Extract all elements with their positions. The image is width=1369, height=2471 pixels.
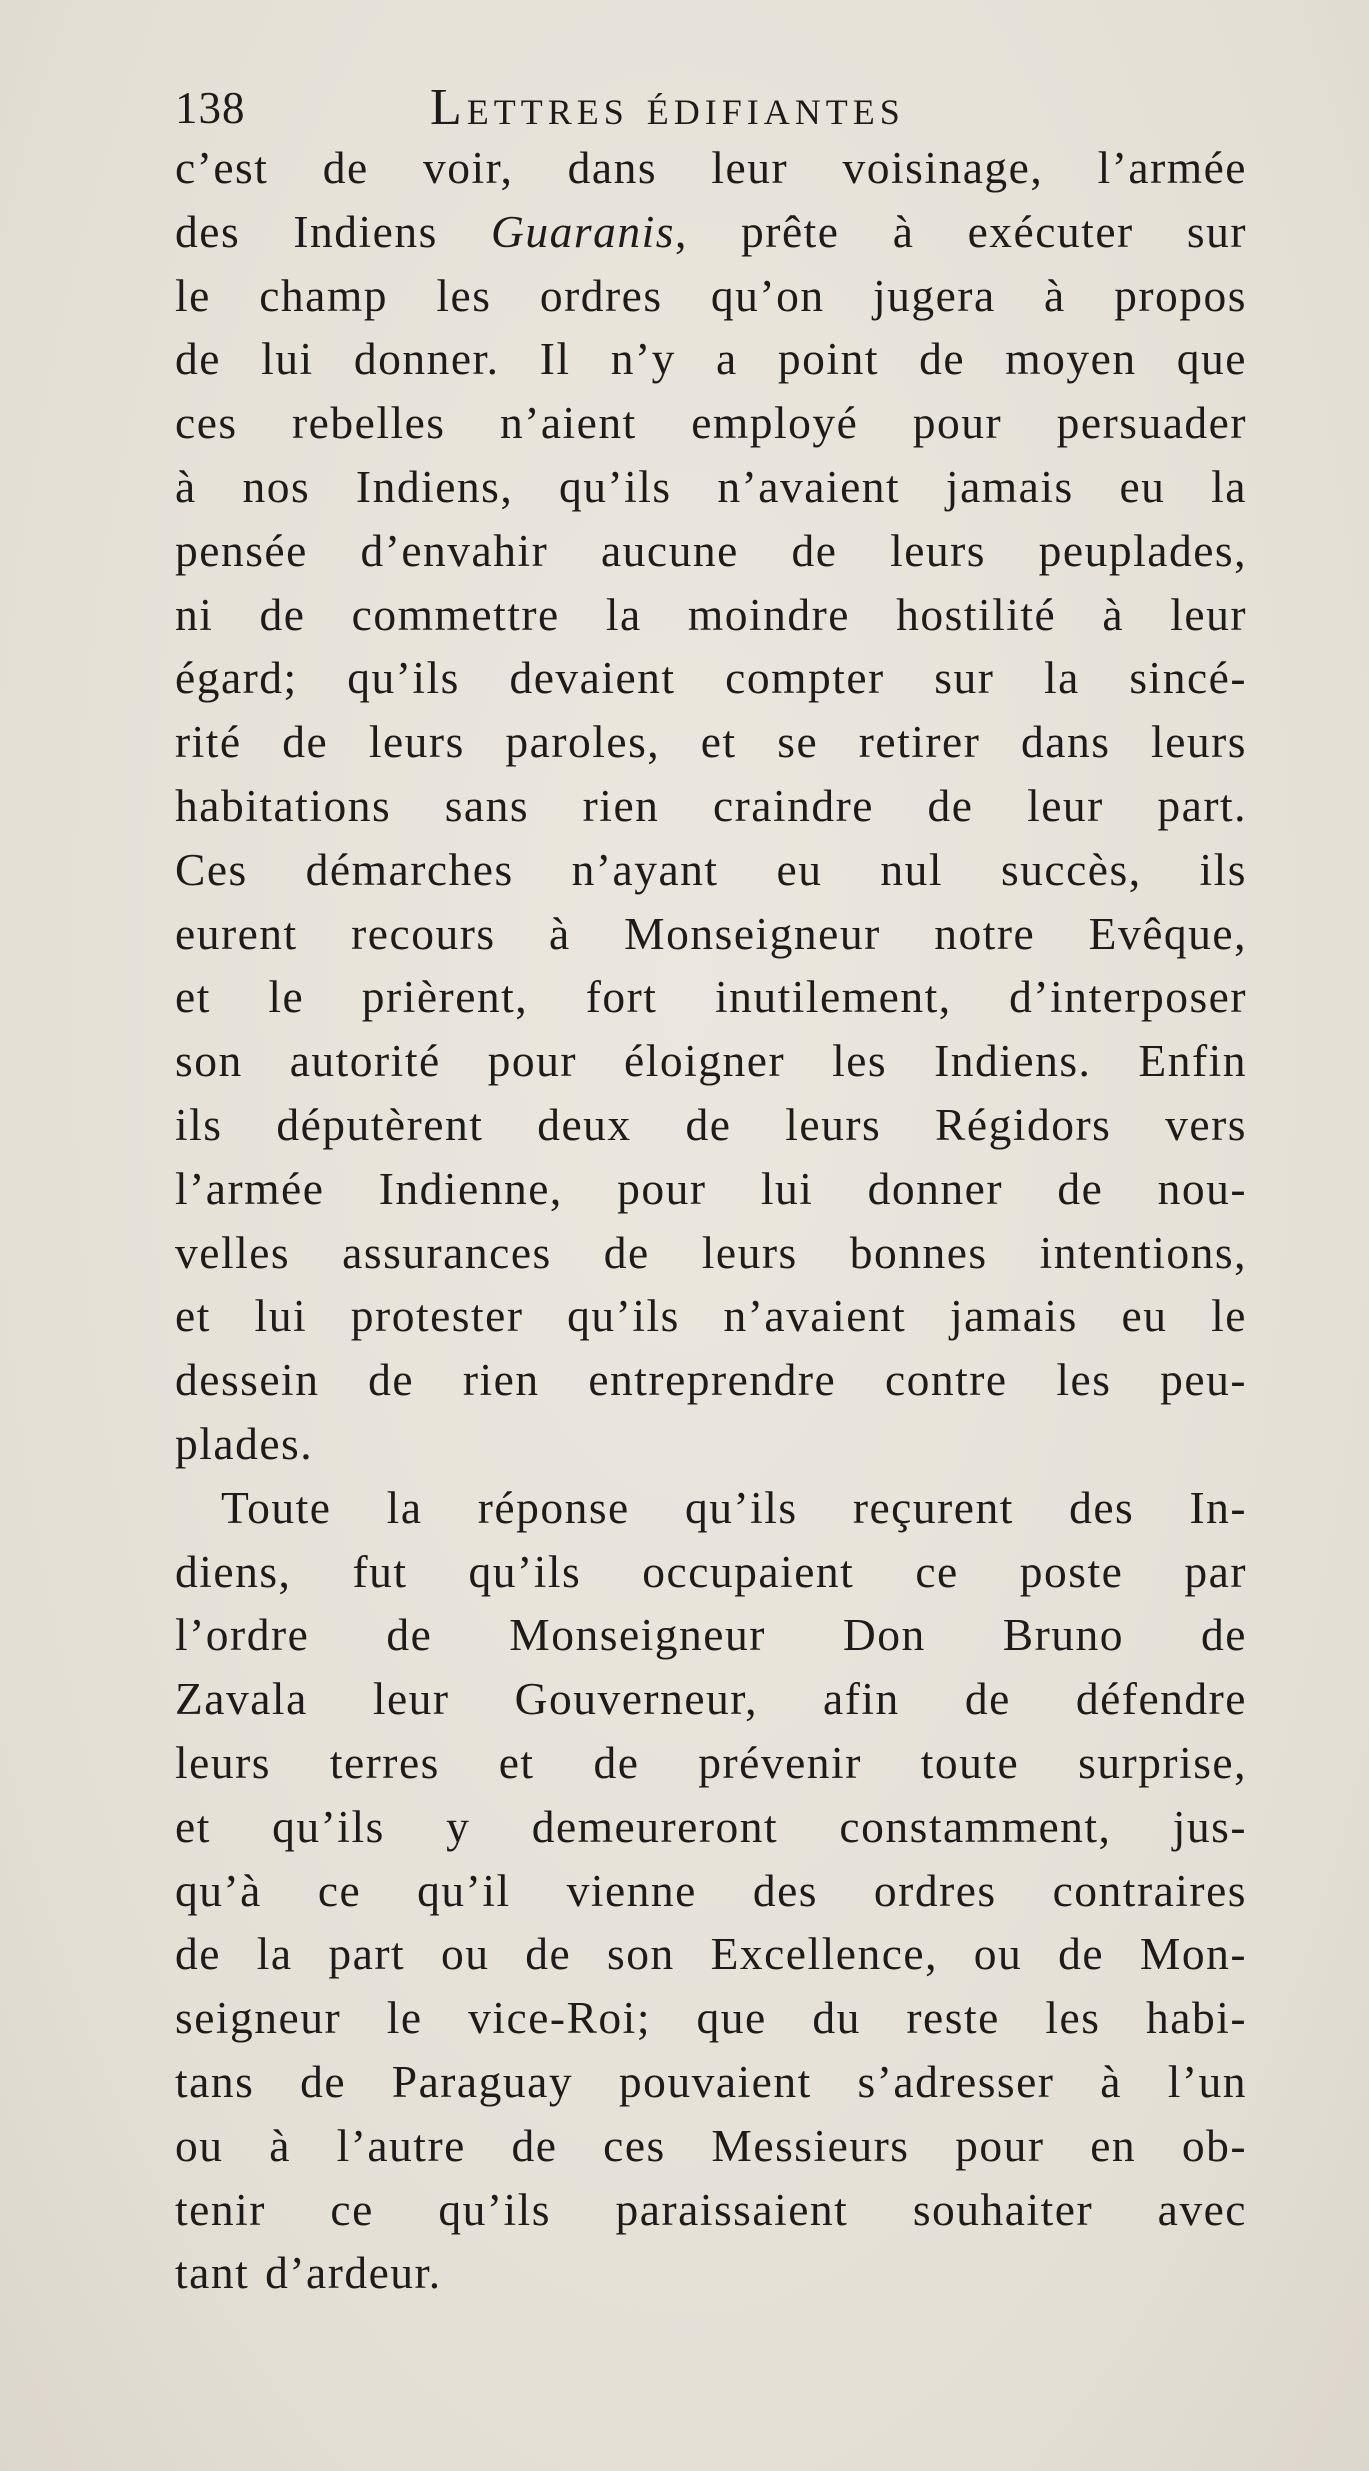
body-text — [175, 136, 1247, 2305]
page-header — [175, 78, 1185, 138]
text-line: ou à l’autre de ces Messieurs pour en ob- — [175, 2119, 1247, 2171]
text-line: Toute la réponse qu’ils reçurent des In- — [221, 1481, 1247, 1533]
text-line: tant d’ardeur. — [175, 2247, 442, 2299]
text-line: eurent recours à Monseigneur notre Evêque, — [175, 907, 1247, 959]
text-line: le champ les ordres qu’on jugera à propos — [175, 269, 1247, 321]
text-line: l’ordre de Monseigneur Don Bruno de — [175, 1609, 1247, 1661]
text-line: pensée d’envahir aucune de leurs peuplades, — [175, 524, 1247, 576]
text-line: de la part ou de son Excellence, ou de Mon- — [175, 1928, 1247, 1980]
text-line: et le prièrent, fort inutilement, d’interposer — [175, 971, 1247, 1023]
text-line: plades. — [175, 1417, 314, 1469]
text-line: tenir ce qu’ils paraissaient souhaiter avec — [175, 2183, 1247, 2235]
text-line: à nos Indiens, qu’ils n’avaient jamais eu la — [175, 460, 1247, 512]
text-line: Zavala leur Gouverneur, afin de défendre — [175, 1673, 1247, 1725]
text-line: égard; qu’ils devaient compter sur la sincé- — [175, 652, 1247, 704]
text-line: Ces démarches n’ayant eu nul succès, ils — [175, 843, 1247, 895]
text-line: dessein de rien entreprendre contre les peu- — [175, 1354, 1247, 1406]
text-line: son autorité pour éloigner les Indiens. Enfin — [175, 1035, 1247, 1087]
text-line: l’armée Indienne, pour lui donner de nou- — [175, 1162, 1247, 1214]
text-line: et lui protester qu’ils n’avaient jamais eu le — [175, 1290, 1247, 1342]
text-line: des Indiens Guaranis, prête à exécuter sur — [175, 205, 1247, 257]
text-line: ils députèrent deux de leurs Régidors vers — [175, 1098, 1247, 1150]
running-title: Lettres édifiantes — [430, 79, 905, 136]
text-line: tans de Paraguay pouvaient s’adresser à l’un — [175, 2055, 1247, 2107]
text-line: velles assurances de leurs bonnes intentions, — [175, 1226, 1247, 1278]
text-line: seigneur le vice-Roi; que du reste les habi- — [175, 1992, 1247, 2044]
text-line: habitations sans rien craindre de leur part. — [175, 779, 1247, 831]
text-line: ces rebelles n’aient employé pour persuader — [175, 397, 1247, 449]
text-line: leurs terres et de prévenir toute surprise, — [175, 1736, 1247, 1788]
text-line: diens, fut qu’ils occupaient ce poste par — [175, 1545, 1247, 1597]
text-line: rité de leurs paroles, et se retirer dans leurs — [175, 716, 1247, 768]
text-line: qu’à ce qu’il vienne des ordres contraires — [175, 1864, 1247, 1916]
text-line: c’est de voir, dans leur voisinage, l’armée — [175, 142, 1247, 193]
text-line: et qu’ils y demeureront constamment, jus- — [175, 1800, 1247, 1852]
text-line: de lui donner. Il n’y a point de moyen que — [175, 333, 1247, 385]
page-number: 138 — [175, 83, 246, 133]
text-line: ni de commettre la moindre hostilité à leur — [175, 588, 1247, 640]
